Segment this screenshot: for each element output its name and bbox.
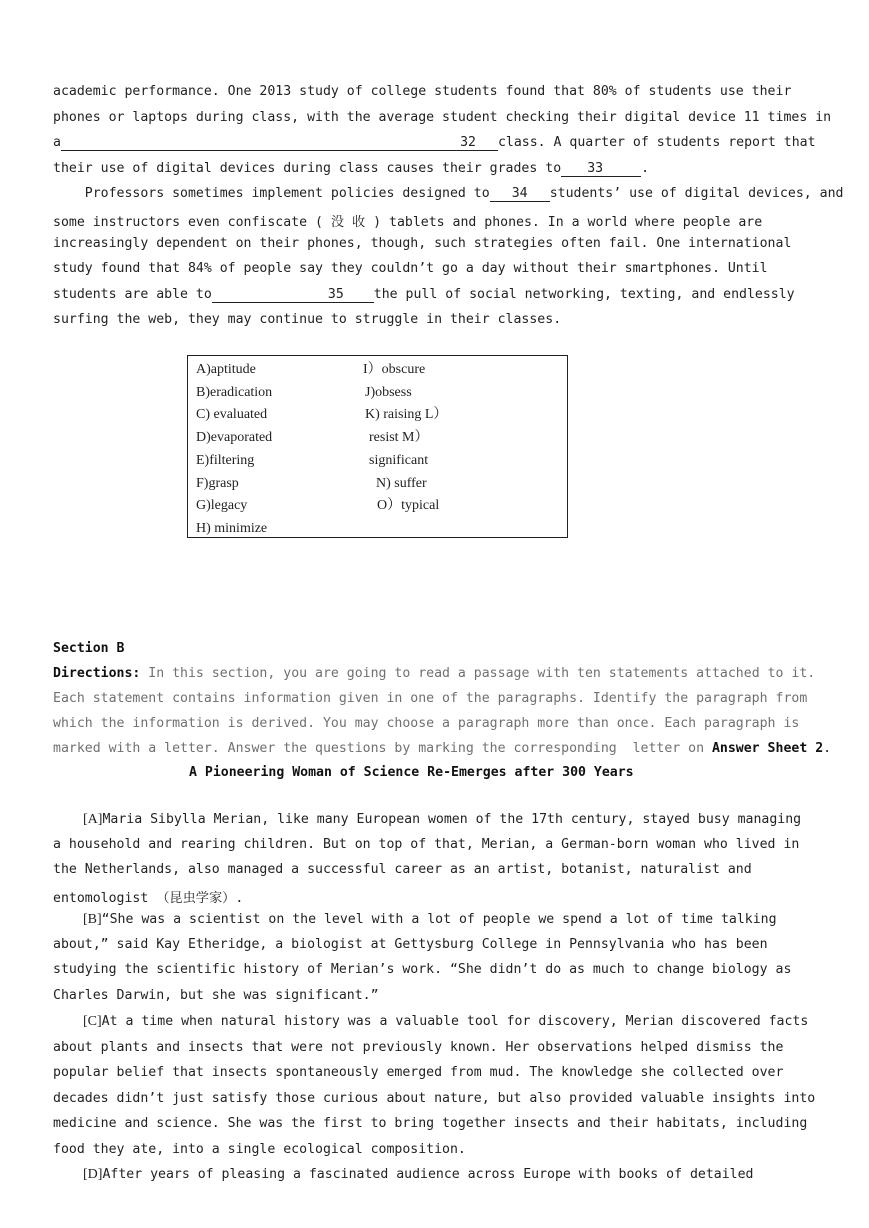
directions-line [53,741,831,756]
word-option: E)filtering [196,452,255,468]
word-bank-left-column [196,359,272,541]
word-option: A)aptitude [196,362,256,377]
passage-text: the pull of social networking, texting, and endlessly [373,287,795,302]
passage-line: academic performance. One 2013 study of college students found that 80% of students use their [53,84,792,99]
word-option: K) raising L） [365,407,448,423]
passage-line: phones or laptops during class, with the average student checking their digital device 11 times in [53,110,832,125]
directions-text: In this section, you are going to read a passage with ten statements attached to it. [140,666,816,681]
paragraph-text: At a time when natural history was a valuable tool for discovery, Merian discovered facts [101,1014,809,1029]
blank-35[interactable]: 35 [212,287,374,303]
word-option: C) evaluated [196,407,268,423]
directions-text: . [823,741,832,756]
paragraph-a-line: entomologist （昆虫学家）. [53,891,244,906]
word-option: J)obsess [365,384,412,400]
blank-33[interactable]: 33 [561,161,641,177]
directions-line: Each statement contains information given in one of the paragraphs. Identify the paragraph from [53,691,808,706]
passage-text: . [641,161,650,176]
passage-text: Professors sometimes implement policies designed to [53,186,490,201]
word-bank-right-column [363,359,447,518]
passage-line: increasingly dependent on their phones, though, such strategies often fail. One international [53,236,792,251]
paragraph-c-line: about plants and insects that were not previously known. Her observations helped dismiss the [53,1040,784,1055]
directions-text: marked with a letter. Answer the questions by marking the corresponding letter on [53,741,712,756]
paragraph-b-line [83,912,777,928]
passage-title: A Pioneering Woman of Science Re-Emerges after 300 Years [189,765,634,780]
section-heading: Section B [53,641,125,656]
word-option: I）obscure [363,362,426,377]
passage-line: study found that 84% of people say they couldn’t go a day without their smartphones. Until [53,261,768,276]
directions-line [53,666,815,681]
passage-line: surfing the web, they may continue to struggle in their classes. [53,312,562,327]
paragraph-b-line: about,” said Kay Etheridge, a biologist at Gettysburg College in Pennsylvania who has been [53,937,768,952]
blank-32[interactable]: 32 [61,135,498,151]
paragraph-c-line: decades didn’t just satisfy those curious about nature, but also provided valuable insights into [53,1091,816,1106]
paragraph-label: [A] [83,812,103,827]
paragraph-text: After years of pleasing a fascinated audience across Europe with books of detailed [102,1167,754,1182]
passage-text: class. A quarter of students report that [497,135,816,150]
word-option: B)eradication [196,384,273,400]
word-option: F)grasp [196,475,239,491]
passage-text: students are able to [53,287,212,302]
paragraph-text: “She was a scientist on the level with a lot of people we spend a lot of time talking [101,912,777,927]
word-bank-box [187,355,568,538]
directions-label: Directions: [53,666,141,681]
blank-34[interactable]: 34 [490,186,550,202]
passage-line [53,186,843,202]
paragraph-label: [D] [83,1167,103,1182]
paragraph-b-line: Charles Darwin, but she was significant.” [53,988,379,1003]
paragraph-c-line [83,1014,808,1030]
paragraph-d-line [83,1167,753,1183]
word-option: significant [369,452,429,468]
paragraph-a-line [83,812,801,828]
word-option: O）typical [377,498,440,514]
directions-line: which the information is derived. You may choose a paragraph more than once. Each paragraph is [53,716,800,731]
passage-text: a [53,135,61,150]
answer-sheet-label: Answer Sheet 2 [711,741,824,756]
passage-line [53,287,795,303]
passage-line [53,135,816,151]
passage-text: students’ use of digital devices, and [549,186,844,201]
word-option: N) suffer [376,475,427,491]
word-option: G)legacy [196,498,248,514]
paragraph-c-line: food they ate, into a single ecological composition. [53,1142,466,1157]
paragraph-c-line: medicine and science. She was the first to bring together insects and their habitats, including [53,1116,808,1131]
passage-text: their use of digital devices during class causes their grades to [53,161,562,176]
paragraph-b-line: studying the scientific history of Merian’s work. “She didn’t do as much to change biology as [53,962,792,977]
paragraph-a-line: a household and rearing children. But on top of that, Merian, a German-born woman who lived in [53,837,800,852]
paragraph-c-line: popular belief that insects spontaneously emerged from mud. The knowledge she collected over [53,1065,784,1080]
paragraph-text: Maria Sibylla Merian, like many European women of the 17th century, stayed busy managing [102,812,802,827]
word-option: H) minimize [196,520,268,536]
paragraph-label: [C] [83,1014,102,1029]
paragraph-a-line: the Netherlands, also managed a successful career as an artist, botanist, naturalist and [53,862,752,877]
word-option: D)evaporated [196,430,273,446]
passage-line [53,161,649,177]
passage-line: some instructors even confiscate ( 没 收 ) tablets and phones. In a world where people are [53,215,763,230]
word-option: resist M） [369,430,429,446]
paragraph-label: [B] [83,912,102,927]
